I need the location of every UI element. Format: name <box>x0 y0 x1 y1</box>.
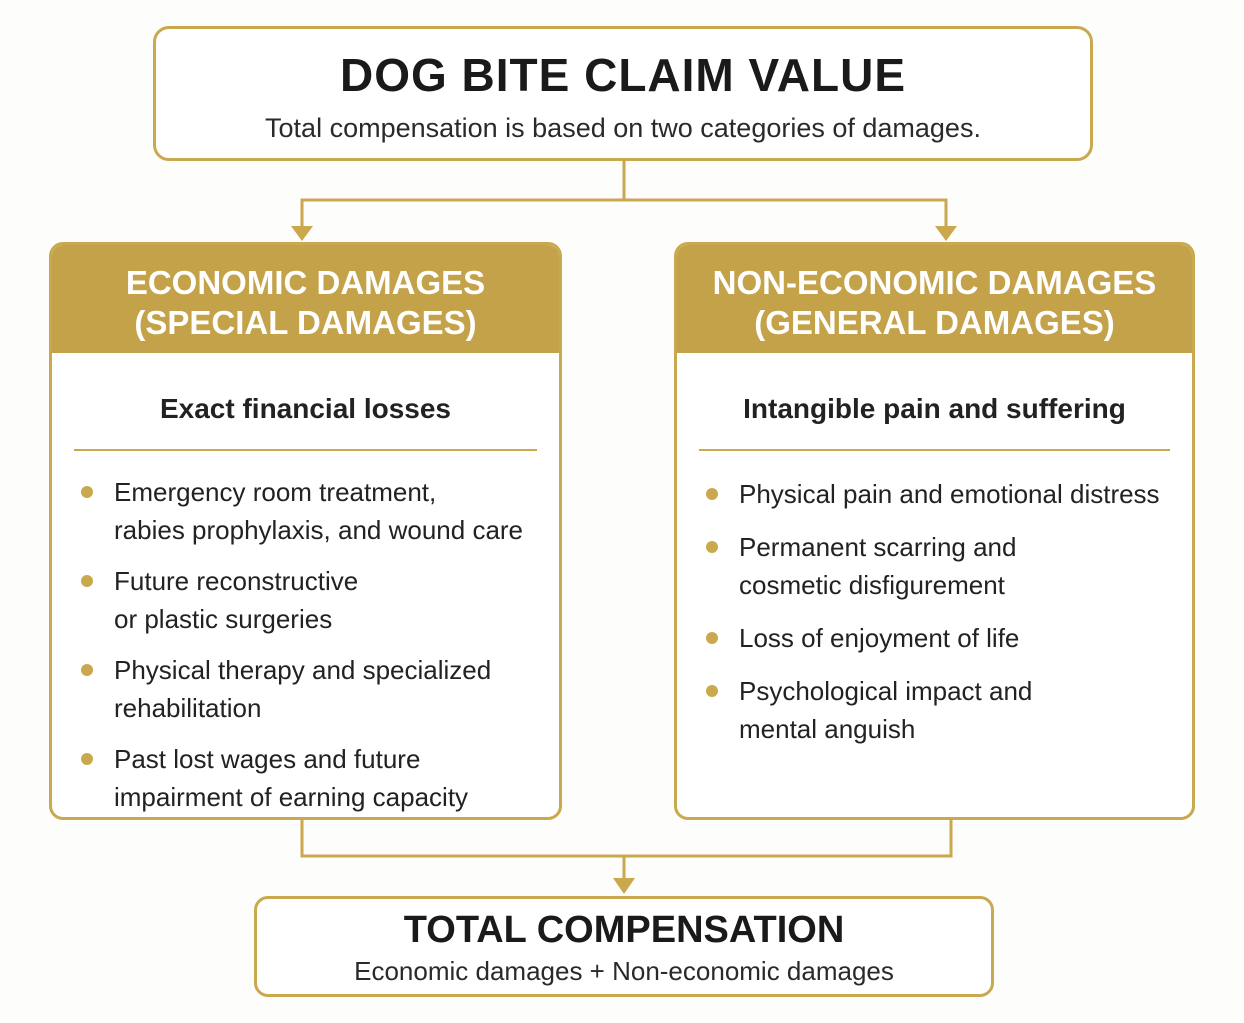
non-economic-damages-card <box>674 242 1195 820</box>
list-item-line: Future reconstructive <box>114 566 359 596</box>
card-header <box>677 245 1192 353</box>
total-formula: Economic damages + Non-economic damages <box>354 956 894 986</box>
arrow-down-icon <box>613 878 635 894</box>
list-item <box>677 672 1192 748</box>
list-item-line: Past lost wages and future <box>114 744 421 774</box>
card-title: ECONOMIC DAMAGES <box>125 264 486 301</box>
list-item-line: Permanent scarring and <box>739 532 1017 562</box>
bullet-icon <box>81 486 93 498</box>
list-item-line: Physical pain and emotional distress <box>739 479 1160 509</box>
list-item <box>52 473 559 549</box>
list-item-line: cosmetic disfigurement <box>739 570 1005 600</box>
bullet-icon <box>706 541 718 553</box>
total-compensation-box <box>254 896 994 997</box>
total-title: TOTAL COMPENSATION <box>403 909 845 951</box>
list-item-line: Physical therapy and specialized <box>114 655 492 685</box>
list-item-line: Loss of enjoyment of life <box>739 623 1020 653</box>
list-item-line: or plastic surgeries <box>114 604 333 634</box>
bullet-icon <box>81 664 93 676</box>
page-title: DOG BITE CLAIM VALUE <box>339 49 907 101</box>
bullet-icon <box>706 632 718 644</box>
arrow-down-icon <box>291 226 313 241</box>
list-item <box>52 562 559 638</box>
divider <box>699 449 1170 451</box>
list-item-line: Psychological impact and <box>739 676 1033 706</box>
bullet-list <box>52 473 559 816</box>
bullet-icon <box>706 685 718 697</box>
card-header <box>52 245 559 353</box>
list-item <box>677 619 1192 657</box>
split-connector <box>302 160 946 228</box>
card-title-secondary: (GENERAL DAMAGES) <box>754 304 1115 341</box>
list-item-line: rabies prophylaxis, and wound care <box>114 515 524 545</box>
list-item-line: Emergency room treatment, <box>114 477 437 507</box>
bullet-list <box>677 475 1192 748</box>
page-subtitle: Total compensation is based on two categories of damages. <box>265 113 981 143</box>
list-item <box>52 740 559 816</box>
list-item <box>52 651 559 727</box>
arrow-down-icon <box>935 226 957 241</box>
card-title-secondary: (SPECIAL DAMAGES) <box>134 304 477 341</box>
bullet-icon <box>706 488 718 500</box>
list-item-line: mental anguish <box>739 714 916 744</box>
list-item <box>677 475 1192 513</box>
title-box <box>153 26 1093 161</box>
list-item <box>677 528 1192 604</box>
card-summary: Intangible pain and suffering <box>743 393 1126 424</box>
economic-damages-card <box>49 242 562 820</box>
card-title: NON-ECONOMIC DAMAGES <box>712 264 1157 301</box>
card-summary: Exact financial losses <box>159 393 452 424</box>
divider <box>74 449 537 451</box>
merge-connector <box>302 820 951 880</box>
list-item-line: impairment of earning capacity <box>114 782 469 812</box>
bullet-icon <box>81 753 93 765</box>
list-item-line: rehabilitation <box>114 693 262 723</box>
bullet-icon <box>81 575 93 587</box>
